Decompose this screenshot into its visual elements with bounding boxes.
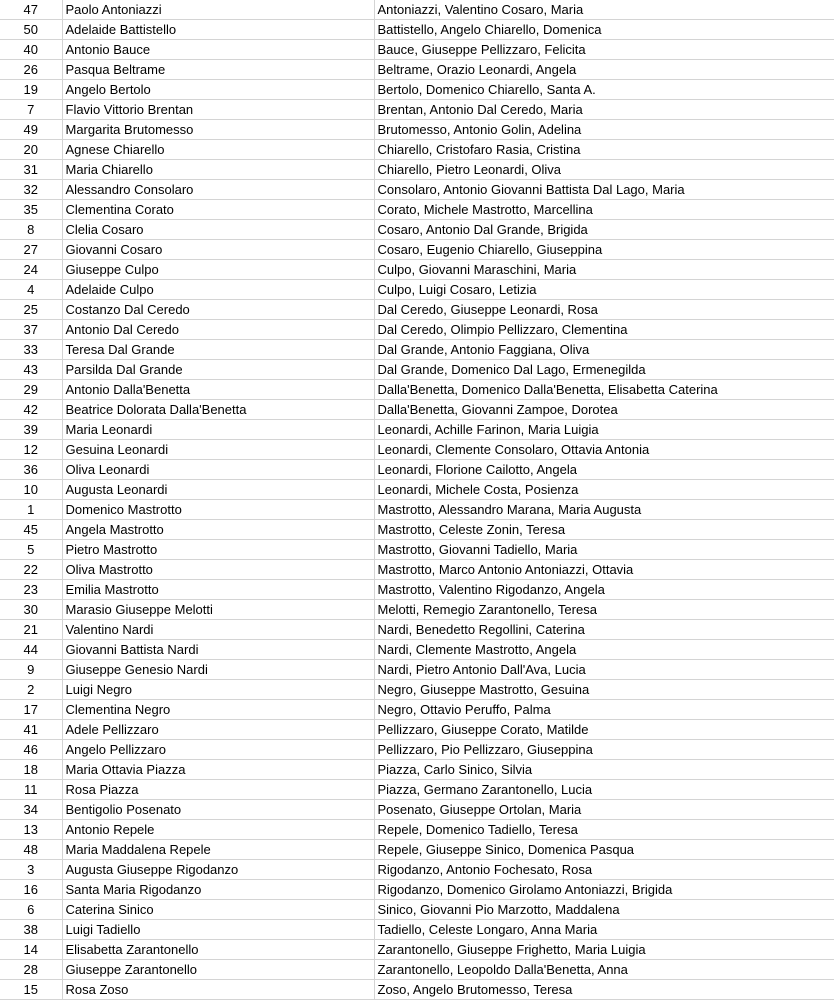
table-row [0, 260, 834, 280]
table-row [0, 340, 834, 360]
table-row [0, 520, 834, 540]
person-name-cell[interactable]: Rosa Zoso [62, 980, 374, 1000]
parents-cell[interactable]: Dal Grande, Antonio Faggiana, Oliva [374, 340, 834, 360]
parents-cell[interactable]: Pellizzaro, Giuseppe Corato, Matilde [374, 720, 834, 740]
parents-cell[interactable]: Posenato, Giuseppe Ortolan, Maria [374, 800, 834, 820]
person-name-cell[interactable]: Valentino Nardi [62, 620, 374, 640]
table-row [0, 980, 834, 1000]
person-name-cell[interactable]: Clelia Cosaro [62, 220, 374, 240]
parents-cell[interactable]: Zarantonello, Giuseppe Frighetto, Maria Luigia [374, 940, 834, 960]
table-row [0, 540, 834, 560]
person-name-cell[interactable]: Augusta Giuseppe Rigodanzo [62, 860, 374, 880]
parents-cell[interactable]: Consolaro, Antonio Giovanni Battista Dal Lago, Maria [374, 180, 834, 200]
table-row [0, 160, 834, 180]
person-name-cell[interactable]: Angelo Pellizzaro [62, 740, 374, 760]
table-row [0, 560, 834, 580]
parents-cell[interactable]: Brentan, Antonio Dal Ceredo, Maria [374, 100, 834, 120]
parents-cell[interactable]: Battistello, Angelo Chiarello, Domenica [374, 20, 834, 40]
record-number-cell[interactable]: 18 [0, 760, 62, 780]
table-row [0, 120, 834, 140]
person-name-cell[interactable]: Giuseppe Genesio Nardi [62, 660, 374, 680]
parents-cell[interactable]: Tadiello, Celeste Longaro, Anna Maria [374, 920, 834, 940]
table-row [0, 900, 834, 920]
record-number-cell[interactable]: 21 [0, 620, 62, 640]
person-name-cell[interactable]: Giuseppe Zarantonello [62, 960, 374, 980]
table-row [0, 40, 834, 60]
table-row [0, 700, 834, 720]
record-number-cell[interactable]: 35 [0, 200, 62, 220]
person-name-cell[interactable]: Costanzo Dal Ceredo [62, 300, 374, 320]
record-number-cell[interactable]: 34 [0, 800, 62, 820]
parents-cell[interactable]: Culpo, Luigi Cosaro, Letizia [374, 280, 834, 300]
record-number-cell[interactable]: 44 [0, 640, 62, 660]
table-row [0, 280, 834, 300]
parents-cell[interactable]: Dalla'Benetta, Domenico Dalla'Benetta, Elisabetta Caterina [374, 380, 834, 400]
record-number-cell[interactable]: 6 [0, 900, 62, 920]
parents-cell[interactable]: Mastrotto, Valentino Rigodanzo, Angela [374, 580, 834, 600]
person-name-cell[interactable]: Pasqua Beltrame [62, 60, 374, 80]
person-name-cell[interactable]: Maria Maddalena Repele [62, 840, 374, 860]
table-row [0, 200, 834, 220]
record-number-cell[interactable]: 9 [0, 660, 62, 680]
person-name-cell[interactable]: Angelo Bertolo [62, 80, 374, 100]
person-name-cell[interactable]: Maria Leonardi [62, 420, 374, 440]
parents-cell[interactable]: Piazza, Carlo Sinico, Silvia [374, 760, 834, 780]
person-name-cell[interactable]: Luigi Tadiello [62, 920, 374, 940]
record-number-cell[interactable]: 19 [0, 80, 62, 100]
parents-cell[interactable]: Mastrotto, Celeste Zonin, Teresa [374, 520, 834, 540]
table-row [0, 440, 834, 460]
record-number-cell[interactable]: 20 [0, 140, 62, 160]
parents-cell[interactable]: Nardi, Clemente Mastrotto, Angela [374, 640, 834, 660]
table-row [0, 800, 834, 820]
person-name-cell[interactable]: Angela Mastrotto [62, 520, 374, 540]
person-name-cell[interactable]: Giuseppe Culpo [62, 260, 374, 280]
table-row [0, 820, 834, 840]
parents-cell[interactable]: Dalla'Benetta, Giovanni Zampoe, Dorotea [374, 400, 834, 420]
table-row [0, 80, 834, 100]
parents-cell[interactable]: Brutomesso, Antonio Golin, Adelina [374, 120, 834, 140]
person-name-cell[interactable]: Domenico Mastrotto [62, 500, 374, 520]
person-name-cell[interactable]: Alessandro Consolaro [62, 180, 374, 200]
parents-cell[interactable]: Beltrame, Orazio Leonardi, Angela [374, 60, 834, 80]
record-number-cell[interactable]: 27 [0, 240, 62, 260]
person-name-cell[interactable]: Clementina Corato [62, 200, 374, 220]
record-number-cell[interactable]: 32 [0, 180, 62, 200]
person-name-cell[interactable]: Agnese Chiarello [62, 140, 374, 160]
person-name-cell[interactable]: Maria Chiarello [62, 160, 374, 180]
parents-cell[interactable]: Rigodanzo, Antonio Fochesato, Rosa [374, 860, 834, 880]
record-number-cell[interactable]: 48 [0, 840, 62, 860]
table-row [0, 780, 834, 800]
person-name-cell[interactable]: Antonio Repele [62, 820, 374, 840]
person-name-cell[interactable]: Giovanni Battista Nardi [62, 640, 374, 660]
record-number-cell[interactable]: 11 [0, 780, 62, 800]
table-row [0, 500, 834, 520]
record-number-cell[interactable]: 43 [0, 360, 62, 380]
parents-cell[interactable]: Zarantonello, Leopoldo Dalla'Benetta, Anna [374, 960, 834, 980]
parents-cell[interactable]: Dal Ceredo, Olimpio Pellizzaro, Clementina [374, 320, 834, 340]
parents-cell[interactable]: Repele, Domenico Tadiello, Teresa [374, 820, 834, 840]
parents-cell[interactable]: Chiarello, Cristofaro Rasia, Cristina [374, 140, 834, 160]
person-name-cell[interactable]: Marasio Giuseppe Melotti [62, 600, 374, 620]
parents-cell[interactable]: Negro, Ottavio Peruffo, Palma [374, 700, 834, 720]
person-name-cell[interactable]: Teresa Dal Grande [62, 340, 374, 360]
person-name-cell[interactable]: Rosa Piazza [62, 780, 374, 800]
parents-cell[interactable]: Melotti, Remegio Zarantonello, Teresa [374, 600, 834, 620]
record-number-cell[interactable]: 2 [0, 680, 62, 700]
person-name-cell[interactable]: Bentigolio Posenato [62, 800, 374, 820]
table-row [0, 620, 834, 640]
person-name-cell[interactable]: Maria Ottavia Piazza [62, 760, 374, 780]
record-number-cell[interactable]: 46 [0, 740, 62, 760]
record-number-cell[interactable]: 24 [0, 260, 62, 280]
record-number-cell[interactable]: 29 [0, 380, 62, 400]
record-number-cell[interactable]: 13 [0, 820, 62, 840]
table-row [0, 300, 834, 320]
record-number-cell[interactable]: 42 [0, 400, 62, 420]
record-number-cell[interactable]: 1 [0, 500, 62, 520]
table-row [0, 640, 834, 660]
person-name-cell[interactable]: Paolo Antoniazzi [62, 0, 374, 20]
person-name-cell[interactable]: Antonio Dalla'Benetta [62, 380, 374, 400]
table-row [0, 320, 834, 340]
parents-cell[interactable]: Leonardi, Michele Costa, Posienza [374, 480, 834, 500]
table-row [0, 60, 834, 80]
person-name-cell[interactable]: Parsilda Dal Grande [62, 360, 374, 380]
table-row [0, 680, 834, 700]
record-number-cell[interactable]: 28 [0, 960, 62, 980]
record-number-cell[interactable]: 45 [0, 520, 62, 540]
table-row [0, 380, 834, 400]
person-name-cell[interactable]: Caterina Sinico [62, 900, 374, 920]
person-name-cell[interactable]: Giovanni Cosaro [62, 240, 374, 260]
parents-cell[interactable]: Nardi, Pietro Antonio Dall'Ava, Lucia [374, 660, 834, 680]
person-name-cell[interactable]: Elisabetta Zarantonello [62, 940, 374, 960]
parents-cell[interactable]: Mastrotto, Giovanni Tadiello, Maria [374, 540, 834, 560]
parents-cell[interactable]: Culpo, Giovanni Maraschini, Maria [374, 260, 834, 280]
record-number-cell[interactable]: 22 [0, 560, 62, 580]
parents-cell[interactable]: Rigodanzo, Domenico Girolamo Antoniazzi, Brigida [374, 880, 834, 900]
record-number-cell[interactable]: 16 [0, 880, 62, 900]
record-number-cell[interactable]: 15 [0, 980, 62, 1000]
record-number-cell[interactable]: 12 [0, 440, 62, 460]
parents-cell[interactable]: Negro, Giuseppe Mastrotto, Gesuina [374, 680, 834, 700]
record-number-cell[interactable]: 33 [0, 340, 62, 360]
person-name-cell[interactable]: Margarita Brutomesso [62, 120, 374, 140]
record-number-cell[interactable]: 4 [0, 280, 62, 300]
parents-cell[interactable]: Leonardi, Clemente Consolaro, Ottavia Antonia [374, 440, 834, 460]
parents-cell[interactable]: Mastrotto, Marco Antonio Antoniazzi, Ottavia [374, 560, 834, 580]
record-number-cell[interactable]: 10 [0, 480, 62, 500]
table-row [0, 460, 834, 480]
table-row [0, 920, 834, 940]
table-row [0, 400, 834, 420]
person-name-cell[interactable]: Pietro Mastrotto [62, 540, 374, 560]
parents-cell[interactable]: Zoso, Angelo Brutomesso, Teresa [374, 980, 834, 1000]
table-row [0, 360, 834, 380]
person-name-cell[interactable]: Gesuina Leonardi [62, 440, 374, 460]
person-name-cell[interactable]: Oliva Leonardi [62, 460, 374, 480]
table-row [0, 600, 834, 620]
table-row [0, 220, 834, 240]
table-row [0, 480, 834, 500]
table-row [0, 140, 834, 160]
table-row [0, 720, 834, 740]
parents-cell[interactable]: Cosaro, Antonio Dal Grande, Brigida [374, 220, 834, 240]
person-name-cell[interactable]: Oliva Mastrotto [62, 560, 374, 580]
table-row [0, 420, 834, 440]
parents-cell[interactable]: Corato, Michele Mastrotto, Marcellina [374, 200, 834, 220]
table-row [0, 960, 834, 980]
record-number-cell[interactable]: 14 [0, 940, 62, 960]
person-name-cell[interactable]: Beatrice Dolorata Dalla'Benetta [62, 400, 374, 420]
record-number-cell[interactable]: 41 [0, 720, 62, 740]
table-row [0, 740, 834, 760]
parents-cell[interactable]: Mastrotto, Alessandro Marana, Maria Augusta [374, 500, 834, 520]
parents-cell[interactable]: Piazza, Germano Zarantonello, Lucia [374, 780, 834, 800]
record-number-cell[interactable]: 38 [0, 920, 62, 940]
record-number-cell[interactable]: 30 [0, 600, 62, 620]
parents-cell[interactable]: Antoniazzi, Valentino Cosaro, Maria [374, 0, 834, 20]
table-row [0, 180, 834, 200]
record-number-cell[interactable]: 37 [0, 320, 62, 340]
table-row [0, 100, 834, 120]
parents-cell[interactable]: Leonardi, Achille Farinon, Maria Luigia [374, 420, 834, 440]
record-number-cell[interactable]: 47 [0, 0, 62, 20]
parents-cell[interactable]: Chiarello, Pietro Leonardi, Oliva [374, 160, 834, 180]
table-row [0, 880, 834, 900]
table-row [0, 940, 834, 960]
person-name-cell[interactable]: Emilia Mastrotto [62, 580, 374, 600]
record-number-cell[interactable]: 39 [0, 420, 62, 440]
person-name-cell[interactable]: Flavio Vittorio Brentan [62, 100, 374, 120]
parents-cell[interactable]: Dal Ceredo, Giuseppe Leonardi, Rosa [374, 300, 834, 320]
parents-cell[interactable]: Sinico, Giovanni Pio Marzotto, Maddalena [374, 900, 834, 920]
person-name-cell[interactable]: Augusta Leonardi [62, 480, 374, 500]
record-number-cell[interactable]: 17 [0, 700, 62, 720]
table-row [0, 660, 834, 680]
table-row [0, 240, 834, 260]
person-name-cell[interactable]: Adele Pellizzaro [62, 720, 374, 740]
record-number-cell[interactable]: 50 [0, 20, 62, 40]
record-number-cell[interactable]: 3 [0, 860, 62, 880]
record-number-cell[interactable]: 25 [0, 300, 62, 320]
record-number-cell[interactable]: 8 [0, 220, 62, 240]
parents-cell[interactable]: Nardi, Benedetto Regollini, Caterina [374, 620, 834, 640]
person-name-cell[interactable]: Adelaide Battistello [62, 20, 374, 40]
parents-cell[interactable]: Bertolo, Domenico Chiarello, Santa A. [374, 80, 834, 100]
parents-cell[interactable]: Cosaro, Eugenio Chiarello, Giuseppina [374, 240, 834, 260]
parents-cell[interactable]: Leonardi, Florione Cailotto, Angela [374, 460, 834, 480]
person-name-cell[interactable]: Luigi Negro [62, 680, 374, 700]
record-number-cell[interactable]: 23 [0, 580, 62, 600]
person-name-cell[interactable]: Antonio Dal Ceredo [62, 320, 374, 340]
record-number-cell[interactable]: 40 [0, 40, 62, 60]
record-number-cell[interactable]: 36 [0, 460, 62, 480]
table-row [0, 20, 834, 40]
person-name-cell[interactable]: Santa Maria Rigodanzo [62, 880, 374, 900]
record-number-cell[interactable]: 31 [0, 160, 62, 180]
record-number-cell[interactable]: 5 [0, 540, 62, 560]
table-row [0, 580, 834, 600]
parents-cell[interactable]: Pellizzaro, Pio Pellizzaro, Giuseppina [374, 740, 834, 760]
parents-cell[interactable]: Dal Grande, Domenico Dal Lago, Ermenegilda [374, 360, 834, 380]
person-name-cell[interactable]: Adelaide Culpo [62, 280, 374, 300]
person-name-cell[interactable]: Antonio Bauce [62, 40, 374, 60]
person-name-cell[interactable]: Clementina Negro [62, 700, 374, 720]
record-number-cell[interactable]: 7 [0, 100, 62, 120]
record-number-cell[interactable]: 26 [0, 60, 62, 80]
parents-cell[interactable]: Repele, Giuseppe Sinico, Domenica Pasqua [374, 840, 834, 860]
table-row [0, 860, 834, 880]
table-row [0, 0, 834, 20]
record-number-cell[interactable]: 49 [0, 120, 62, 140]
parents-cell[interactable]: Bauce, Giuseppe Pellizzaro, Felicita [374, 40, 834, 60]
table-row [0, 840, 834, 860]
table-row [0, 760, 834, 780]
